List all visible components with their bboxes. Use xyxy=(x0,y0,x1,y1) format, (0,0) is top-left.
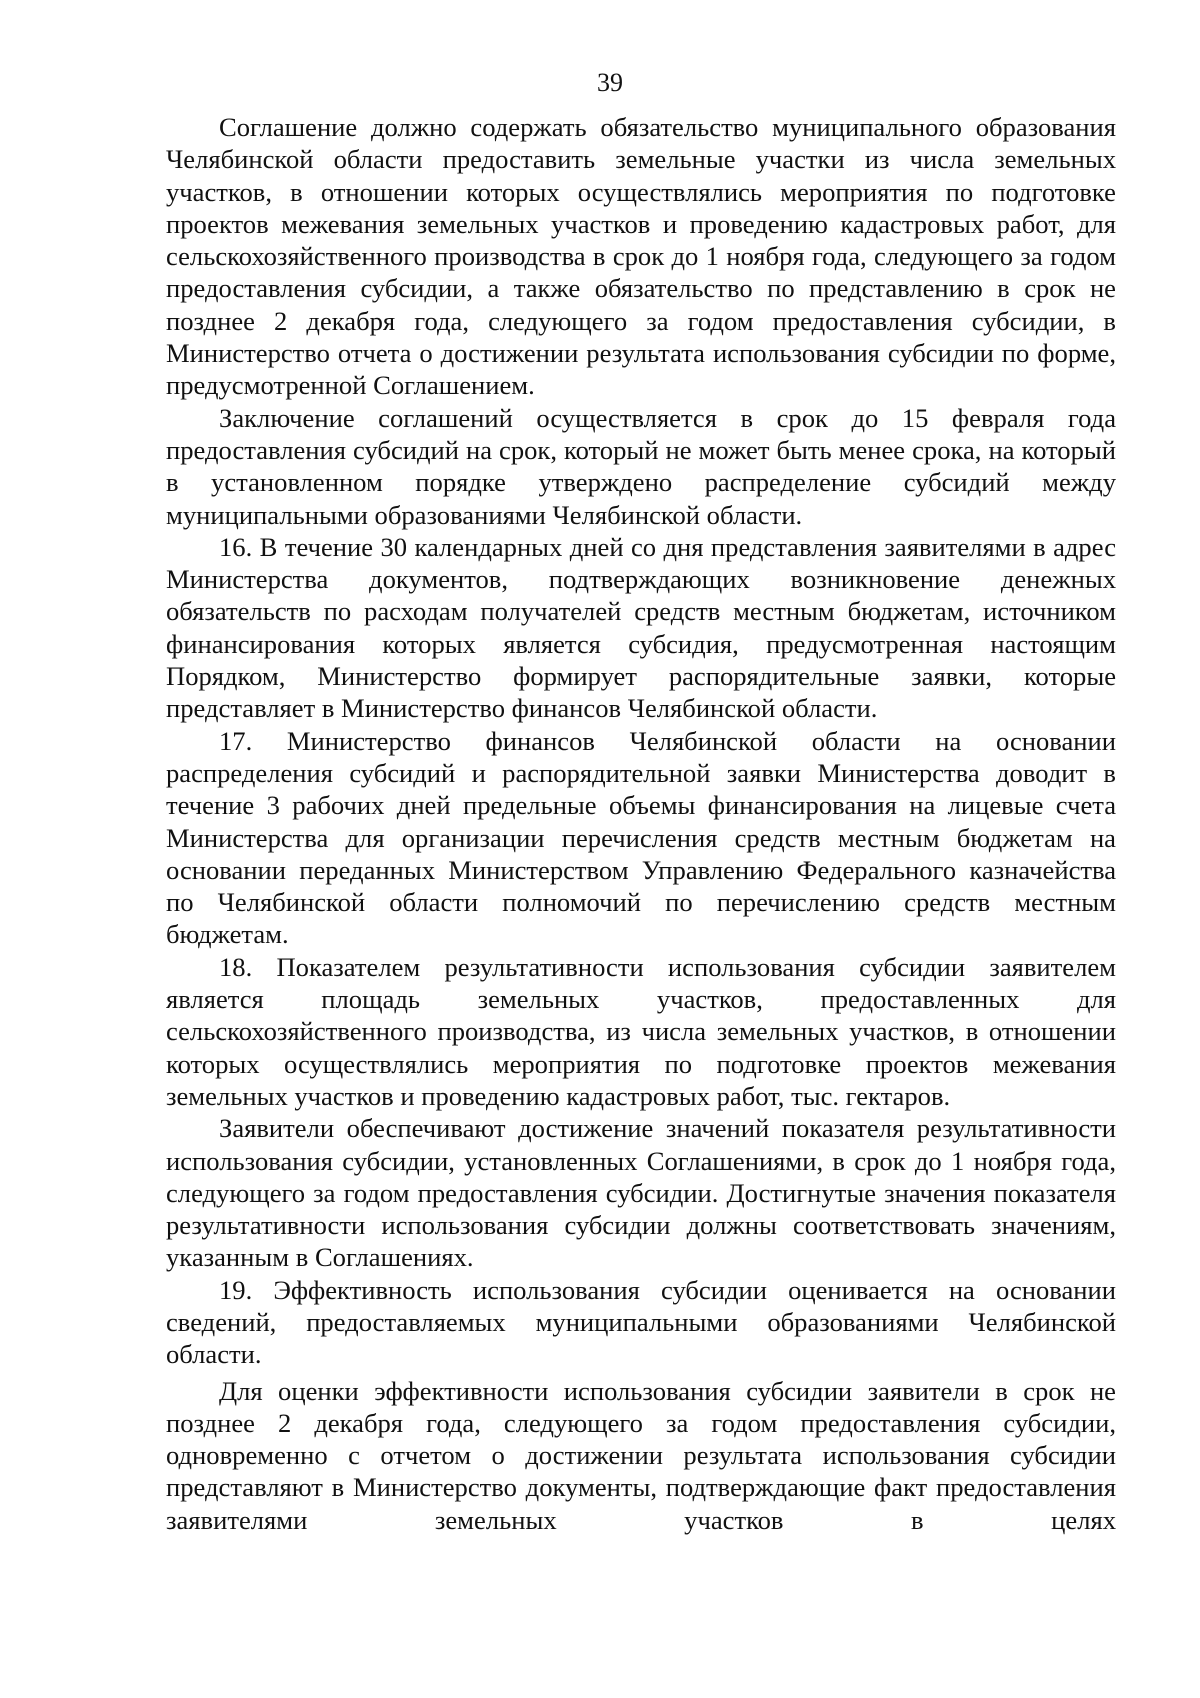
paragraph-clause-18: 18. Показателем результативности использования субсидии заявителем является площадь земельных участков, предоставленных для сельскохозяйственного производства, из числа земельных участков, в отношении которых осуществлялись мероприятия по подготовке проектов межевания земельных участков и проведению кадастровых работ, тыс. гектаров. xyxy=(166,951,1116,1111)
paragraph-clause-17: 17. Министерство финансов Челябинской области на основании распределения субсидий и распорядительной заявки Министерства доводит в течение 3 рабочих дней предельные объемы финансирования на лицевые счета Министерства для организации перечисления средств местным бюджетам на основании переданных Министерством Управлению Федерального казначейства по Челябинской области полномочий по перечислению средств местным бюджетам. xyxy=(166,725,1116,950)
paragraph-agreement-obligation: Соглашение должно содержать обязательство муниципального образования Челябинской области предоставить земельные участки из числа земельных участков, в отношении которых осуществлялись мероприятия по подготовке проектов межевания земельных участков и проведению кадастровых работ, для сельскохозяйственного производства в срок до 1 ноября года, следующего за годом предоставления субсидии, а также обязательство по представлению в срок не позднее 2 декабря года, следующего за годом предоставления субсидии, в Министерство отчета о достижении результата использования субсидии по форме, предусмотренной Соглашением. xyxy=(166,112,1116,401)
document-body xyxy=(166,111,1116,1536)
paragraph-efficiency-assessment: Для оценки эффективности использования субсидии заявители в срок не позднее 2 декабря года, следующего за годом предоставления субсидии, одновременно с отчетом о достижении результата использования субсидии представляют в Министерство документы, подтверждающие факт предоставления заявителями земельных участков в целях xyxy=(166,1375,1116,1535)
paragraph-applicants-achievement: Заявители обеспечивают достижение значений показателя результативности использования субсидии, установленных Соглашениями, в срок до 1 ноября года, следующего за годом предоставления субсидии. Достигнутые значения показателя результативности использования субсидии должны соответствовать значениям, указанным в Соглашениях. xyxy=(166,1113,1116,1273)
paragraph-clause-19: 19. Эффективность использования субсидии оценивается на основании сведений, предоставляемых муниципальными образованиями Челябинской области. xyxy=(166,1274,1116,1370)
paragraph-agreement-deadline: Заключение соглашений осуществляется в срок до 15 февраля года предоставления субсидий на срок, который не может быть менее срока, на который в установленном порядке утверждено распределение субсидий между муниципальными образованиями Челябинской области. xyxy=(166,402,1116,530)
page-number: 39 xyxy=(597,68,623,97)
paragraph-clause-16: 16. В течение 30 календарных дней со дня представления заявителями в адрес Министерства документов, подтверждающих возникновение денежных обязательств по расходам получателей средств местным бюджетам, источником финансирования которых является субсидия, предусмотренная настоящим Порядком, Министерство формирует распорядительные заявки, которые представляет в Министерство финансов Челябинской области. xyxy=(166,531,1116,724)
